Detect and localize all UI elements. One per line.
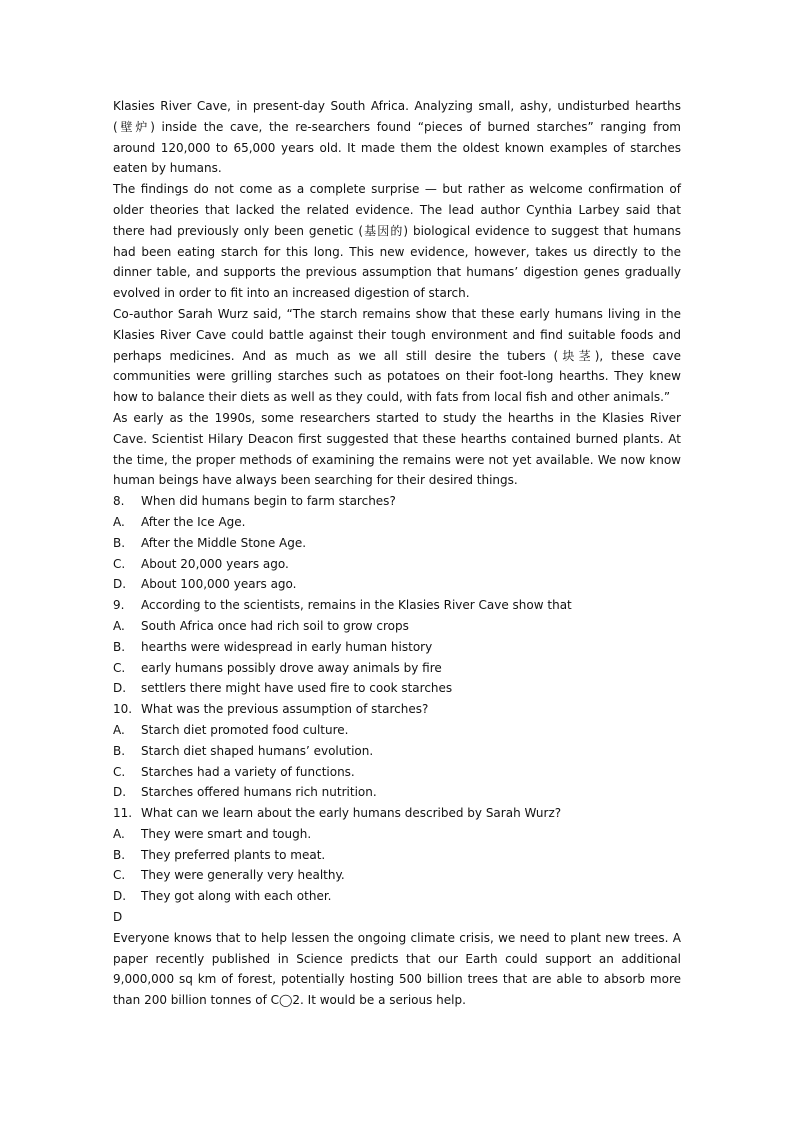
- passage-paragraph: The findings do not come as a complete surprise — but rather as welcome confirmation of older theories that lacked the related evidence. The lead author Cynthia Larbey said that there had previously only been genetic (基因的) biological evidence to suggest that humans had been eating starch for this long. This new evidence, however, takes us directly to the dinner table, and supports the previous assumption that humans’ digestion genes gradually evolved in order to fit into an increased digestion of starch.: [113, 182, 681, 301]
- option-letter: C.: [113, 556, 126, 571]
- answer-option: [113, 574, 681, 595]
- answer-option: [113, 845, 681, 866]
- option-text: Starch diet promoted food culture.: [141, 722, 349, 737]
- option-letter: D.: [113, 889, 127, 904]
- option-letter: D.: [113, 681, 127, 696]
- answer-option: [113, 782, 681, 803]
- option-letter: A.: [113, 514, 125, 529]
- question-text: When did humans begin to farm starches?: [141, 494, 396, 509]
- answer-option: [113, 554, 681, 575]
- question-number: 9.: [113, 598, 125, 613]
- question-stem: [113, 803, 681, 824]
- option-letter: A.: [113, 722, 125, 737]
- passage-paragraph: Everyone knows that to help lessen the ongoing climate crisis, we need to plant new trees. A paper recently published in Science predicts that our Earth could support an additional 9,000,000 sq km of forest, potentially hosting 500 billion trees that are able to absorb more than 200 billion tonnes of C◯2. It would be a serious help.: [113, 930, 681, 1008]
- option-text: After the Middle Stone Age.: [141, 535, 307, 550]
- answer-option: [113, 616, 681, 637]
- option-text: They were smart and tough.: [141, 826, 312, 841]
- answer-option: [113, 533, 681, 554]
- answer-option: [113, 762, 681, 783]
- option-text: About 20,000 years ago.: [141, 556, 289, 571]
- question-stem: [113, 491, 681, 512]
- answer-option: [113, 886, 681, 907]
- option-letter: B.: [113, 639, 126, 654]
- option-letter: C.: [113, 764, 126, 779]
- question-stem: [113, 595, 681, 616]
- option-letter: C.: [113, 868, 126, 883]
- option-letter: A.: [113, 618, 125, 633]
- option-text: Starch diet shaped humans’ evolution.: [141, 743, 374, 758]
- answer-option: [113, 637, 681, 658]
- option-text: About 100,000 years ago.: [141, 577, 297, 592]
- option-letter: B.: [113, 535, 126, 550]
- question-text: According to the scientists, remains in the Klasies River Cave show that: [141, 598, 572, 613]
- option-letter: D.: [113, 577, 127, 592]
- passage-paragraph: Klasies River Cave, in present-day South Africa. Analyzing small, ashy, undisturbed hearths (壁炉) inside the cave, the re-searchers found “pieces of burned starches” ranging from around 120,000 to 65,000 years old. It made them the oldest known examples of starches eaten by humans.: [113, 99, 681, 176]
- question-8: [113, 491, 681, 595]
- question-10: [113, 699, 681, 803]
- option-letter: A.: [113, 826, 125, 841]
- passage-c: [113, 96, 681, 491]
- answer-option: [113, 720, 681, 741]
- option-text: They were generally very healthy.: [141, 868, 345, 883]
- answer-option: [113, 824, 681, 845]
- document-page: [113, 96, 681, 1011]
- question-number: 8.: [113, 494, 125, 509]
- option-text: Starches offered humans rich nutrition.: [141, 785, 377, 800]
- passage-paragraph: Co-author Sarah Wurz said, “The starch remains show that these early humans living in the Klasies River Cave could battle against their tough environment and find suitable foods and perhaps medicines. And as much as we all still desire the tubers (块茎), these cave communities were grilling starches such as potatoes on their foot-long hearths. They knew how to balance their diets as well as they could, with fats from local fish and other animals.”: [113, 306, 681, 405]
- option-text: Starches had a variety of functions.: [141, 764, 355, 779]
- question-stem: [113, 699, 681, 720]
- answer-option: [113, 865, 681, 886]
- option-text: South Africa once had rich soil to grow crops: [141, 618, 409, 633]
- question-text: What was the previous assumption of starches?: [141, 702, 429, 717]
- answer-option: [113, 658, 681, 679]
- question-text: What can we learn about the early humans described by Sarah Wurz?: [141, 806, 562, 821]
- answer-option: [113, 678, 681, 699]
- section-label: D: [113, 910, 123, 925]
- question-number: 10.: [113, 702, 133, 717]
- option-letter: D.: [113, 785, 127, 800]
- answer-option: [113, 741, 681, 762]
- passage-d: [113, 907, 681, 1011]
- question-number: 11.: [113, 806, 133, 821]
- option-letter: B.: [113, 847, 126, 862]
- option-text: settlers there might have used fire to cook starches: [141, 681, 453, 696]
- option-letter: B.: [113, 743, 126, 758]
- question-11: [113, 803, 681, 907]
- passage-paragraph: As early as the 1990s, some researchers started to study the hearths in the Klasies River Cave. Scientist Hilary Deacon first suggested that these hearths contained burned plants. At the time, the proper methods of examining the remains were not yet available. We now know human beings have always been searching for their desired things.: [113, 410, 681, 488]
- question-9: [113, 595, 681, 699]
- option-text: They preferred plants to meat.: [141, 847, 326, 862]
- option-text: hearths were widespread in early human history: [141, 639, 433, 654]
- option-text: They got along with each other.: [141, 889, 332, 904]
- option-letter: C.: [113, 660, 126, 675]
- option-text: After the Ice Age.: [141, 514, 246, 529]
- answer-option: [113, 512, 681, 533]
- option-text: early humans possibly drove away animals by fire: [141, 660, 442, 675]
